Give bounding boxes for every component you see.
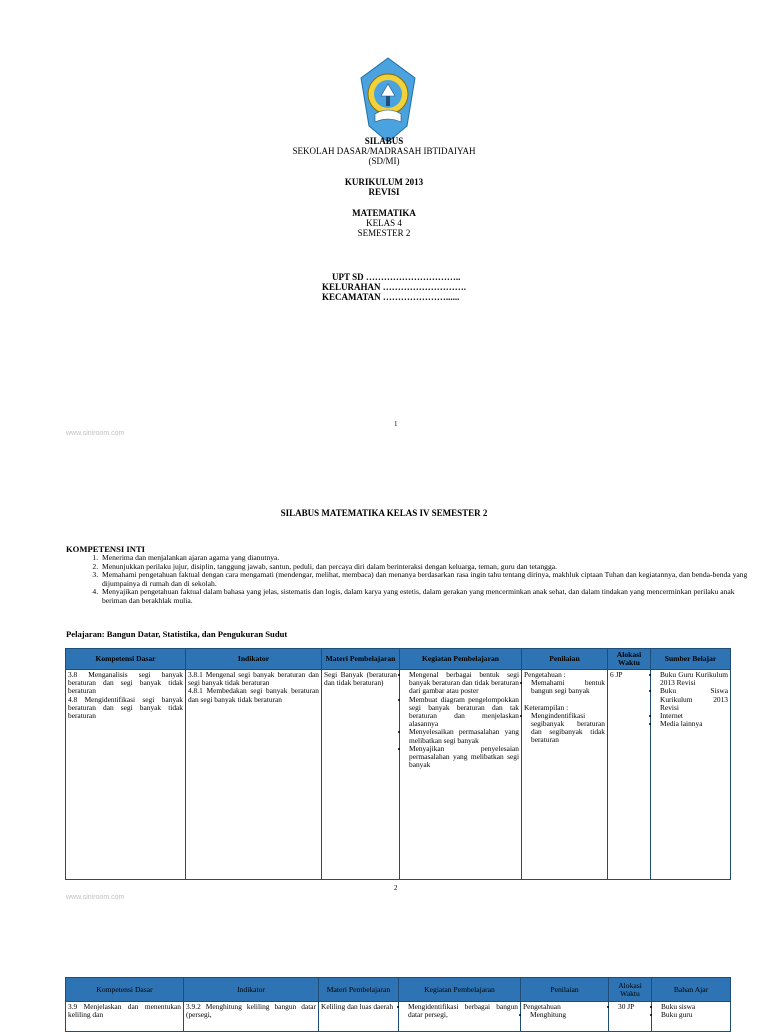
kegiatan-item: • Menyajikan penyelesaian permasalahan yang melibatkan segi banyak (409, 745, 519, 770)
sumber-item: • Buku Guru Kurikulum 2013 Revisi (660, 671, 728, 687)
penilaian-keterampilan-label: Keterampilan : (524, 702, 569, 712)
kd-cell (66, 670, 186, 880)
kegiatan-item: • Mengenal berbagai bentuk segi banyak beraturan dan tidak beraturan dari gambar atau poster (409, 671, 519, 696)
kegiatan-item: • Membuat diagram pengelompokkan segi banyak beraturan dan tak beraturan dan menjelaskan alasannya (409, 696, 519, 729)
header-kompetensi-dasar: Kompetensi Dasar (66, 649, 186, 670)
upt-line: UPT SD ………………………….. (332, 272, 461, 282)
penilaian-pengetahuan-list (524, 679, 605, 695)
kd-item: 4.8 Mengidentifikasi segi banyak beraturan dan segi banyak tidak beraturan (68, 694, 183, 721)
subject-name: MATEMATIKA (352, 208, 416, 218)
watermark: www.siniroom.com (66, 894, 125, 901)
table-row (66, 670, 731, 880)
ki-item: 4. Menyajikan pengetahuan faktual dalam bahasa yang jelas, sistematis dan logis, dalam karya yang estetis, dalam gerakan yang mencerminkan anak sehat, dan dalam tindakan yang mencerminkan perilaku anak beriman dan berakhlak mulia. (100, 588, 760, 605)
penilaian-label: Pengetahuan (523, 1002, 561, 1011)
subject-class: KELAS 4 (366, 218, 402, 228)
curriculum-block (234, 177, 534, 197)
alokasi-item: • 30 JP (618, 1003, 649, 1011)
penilaian-cell (521, 1002, 609, 1032)
ki-item: 2. Menunjukkan perilaku jujur, disiplin, tanggung jawab, santun, peduli, dan percaya diri dalam berinteraksi dengan keluarga, teman, guru dan tetangga. (100, 563, 760, 572)
subject-block (234, 208, 534, 238)
penilaian-pengetahuan-label: Pengetahuan : (524, 670, 566, 679)
kd-item: 3.8 Menganalisis segi banyak beraturan dan segi banyak tidak beraturan (68, 670, 183, 696)
ki-item: 3. Memahami pengetahuan faktual dengan cara mengamati (mendengar, melihat, membaca) dan menanya berdasarkan rasa ingin tahu tentang dirinya, makhluk ciptaan Tuhan dan kegiatannya, dan benda-benda yang dijumpainya di rumah dan di sekolah. (100, 571, 760, 588)
silabus-table (65, 648, 731, 880)
sumber-item: • Media lainnya (660, 720, 728, 728)
kd-cell: 3.9 Menjelaskan dan menentukan keliling dan (66, 1002, 184, 1032)
heading-school-type: SEKOLAH DASAR/MADRASAH IBTIDAIYAH (292, 146, 476, 156)
kegiatan-cell (400, 670, 522, 880)
ki-list (66, 554, 760, 606)
kegiatan-item: • Menyelesaikan permasalahan yang melibatkan segi banyak (409, 728, 519, 744)
heading-school-abbr: (SD/MI) (368, 156, 400, 166)
ki-heading: KOMPETENSI INTI (66, 544, 146, 554)
penilaian-item: • Menghitung (530, 1011, 606, 1019)
indikator-cell (186, 670, 322, 880)
watermark: www.siniroom.com (66, 430, 125, 437)
sumber-cell (651, 670, 731, 880)
alokasi-list (611, 1003, 649, 1011)
materi-cell: Keliling dan luas daerah (319, 1002, 399, 1032)
penilaian-list (523, 1011, 606, 1019)
pelajaran-title: Pelajaran: Bangun Datar, Statistika, dan Pengukuran Sudut (66, 629, 288, 639)
header-materi: Materi Pembelajaran (322, 649, 400, 670)
kegiatan-cell (399, 1002, 521, 1032)
kegiatan-item: • Mengidentifikasi berbagai bangun datar persegi, (408, 1003, 518, 1019)
table-row (66, 1002, 731, 1032)
penilaian-item: • Memahami bentuk bangun segi banyak (531, 679, 605, 695)
bahan-item: • Buku siswa (661, 1003, 728, 1011)
kegiatan-list (401, 1003, 518, 1019)
indikator-item: 4.8.1 Membedakan segi banyak beraturan dan segi banyak tidak beraturan (188, 686, 319, 704)
curriculum-title: KURIKULUM 2013 (344, 177, 424, 187)
subject-semester: SEMESTER 2 (357, 228, 411, 238)
heading-silabus: SILABUS (364, 136, 404, 146)
school-identity-block (322, 272, 542, 302)
sumber-item: • Internet (660, 712, 728, 720)
kelurahan-line: KELURAHAN ………………………. (322, 282, 467, 292)
bahan-list (654, 1003, 728, 1019)
penilaian-cell (522, 670, 608, 880)
bahan-item: • Buku guru (661, 1011, 728, 1019)
page-number: 1 (394, 420, 398, 428)
header-penilaian: Penilaian (522, 649, 608, 670)
materi-cell: Segi Banyak (beraturan dan tidak beraturan) (322, 670, 400, 880)
alokasi-cell (609, 1002, 652, 1032)
header-indikator: Indikator (184, 978, 319, 1002)
tut-wuri-handayani-logo (357, 56, 419, 146)
penilaian-item: • Mengindentifikasi segibanyak beraturan dan segibanyak tidak beraturan (531, 712, 605, 745)
page-2-title: SILABUS MATEMATIKA KELAS IV SEMESTER 2 (280, 508, 488, 518)
curriculum-revisi: REVISI (368, 187, 400, 197)
sumber-list (653, 671, 728, 728)
header-kegiatan: Kegiatan Pembelajaran (399, 978, 521, 1002)
sumber-item: • Buku Siswa Kurikulum 2013 Revisi (660, 687, 728, 712)
penilaian-keterampilan-list (524, 712, 605, 745)
header-sumber: Sumber Belajar (651, 649, 731, 670)
kecamatan-line: KECAMATAN …………………...... (322, 292, 460, 302)
header-kompetensi-dasar: Kompetensi Dasar (66, 978, 184, 1002)
header-alokasi: Alokasi Waktu (609, 978, 652, 1002)
header-penilaian: Penilaian (521, 978, 609, 1002)
header-alokasi: Alokasi Waktu (608, 649, 651, 670)
page-number: 2 (394, 884, 398, 892)
header-kegiatan: Kegiatan Pembelajaran (400, 649, 522, 670)
ki-item: 1. Menerima dan menjalankan ajaran agama yang dianutnya. (100, 554, 760, 563)
alokasi-cell: 6 JP (608, 670, 651, 880)
bahan-cell (652, 1002, 731, 1032)
header-bahan-ajar: Bahan Ajar (652, 978, 731, 1002)
indikator-item: 3.8.1 Mengenal segi banyak beraturan dan segi banyak tidak beraturan (188, 670, 319, 688)
indikator-cell: 3.9.2 Menghitung keliling bangun datar (persegi, (184, 1002, 319, 1032)
kegiatan-list (402, 671, 519, 769)
header-materi: Materi Pembelajaran (319, 978, 399, 1002)
header-indikator: Indikator (186, 649, 322, 670)
heading-block (234, 136, 534, 166)
